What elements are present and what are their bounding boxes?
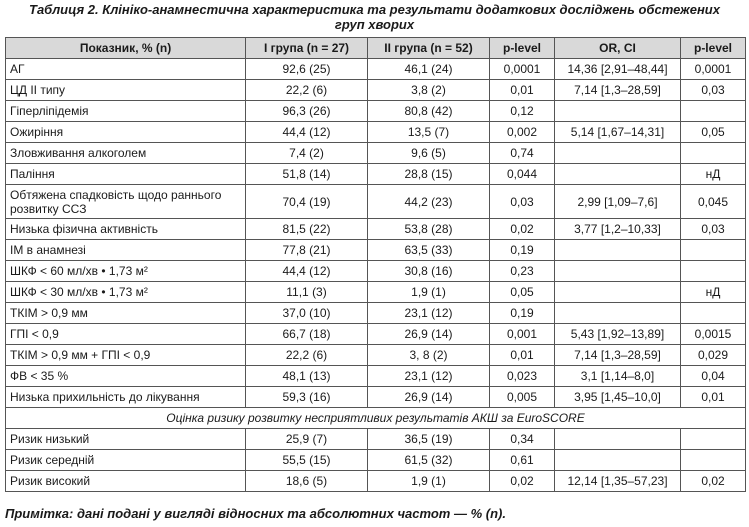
cell-group-1: 18,6 (5)	[246, 471, 368, 492]
row-label: ЦД ІІ типу	[6, 80, 246, 101]
cell-group-2: 3,8 (2)	[368, 80, 490, 101]
cell-group-1: 11,1 (3)	[246, 282, 368, 303]
cell-p-level: 0,044	[490, 164, 555, 185]
cell-group-2: 23,1 (12)	[368, 366, 490, 387]
cell-p-level: 0,02	[490, 471, 555, 492]
cell-p-level-2	[681, 143, 746, 164]
cell-group-2: 1,9 (1)	[368, 282, 490, 303]
cell-group-2: 44,2 (23)	[368, 185, 490, 219]
header-group-1: І група (n = 27)	[246, 38, 368, 59]
cell-p-level-2: 0,05	[681, 122, 746, 143]
cell-group-2: 23,1 (12)	[368, 303, 490, 324]
row-label: ІМ в анамнезі	[6, 240, 246, 261]
section-row	[6, 408, 746, 429]
cell-or-ci: 2,99 [1,09–7,6]	[555, 185, 681, 219]
cell-group-1: 22,2 (6)	[246, 80, 368, 101]
cell-or-ci: 7,14 [1,3–28,59]	[555, 80, 681, 101]
row-label: ГПІ < 0,9	[6, 324, 246, 345]
row-label: ШКФ < 60 мл/хв • 1,73 м²	[6, 261, 246, 282]
cell-group-1: 59,3 (16)	[246, 387, 368, 408]
row-label: ШКФ < 30 мл/хв • 1,73 м²	[6, 282, 246, 303]
cell-p-level-2: нД	[681, 164, 746, 185]
row-label: Ризик високий	[6, 471, 246, 492]
cell-p-level-2: нД	[681, 282, 746, 303]
cell-group-2: 30,8 (16)	[368, 261, 490, 282]
cell-p-level: 0,02	[490, 219, 555, 240]
table-row	[6, 450, 746, 471]
cell-group-2: 46,1 (24)	[368, 59, 490, 80]
cell-group-1: 22,2 (6)	[246, 345, 368, 366]
cell-p-level: 0,12	[490, 101, 555, 122]
table-row	[6, 324, 746, 345]
cell-or-ci	[555, 303, 681, 324]
cell-group-1: 66,7 (18)	[246, 324, 368, 345]
cell-group-1: 77,8 (21)	[246, 240, 368, 261]
cell-p-level-2: 0,045	[681, 185, 746, 219]
cell-group-1: 51,8 (14)	[246, 164, 368, 185]
cell-group-1: 81,5 (22)	[246, 219, 368, 240]
cell-group-1: 70,4 (19)	[246, 185, 368, 219]
row-label: ТКІМ > 0,9 мм	[6, 303, 246, 324]
table-row	[6, 429, 746, 450]
cell-group-1: 25,9 (7)	[246, 429, 368, 450]
cell-or-ci	[555, 101, 681, 122]
cell-group-2: 26,9 (14)	[368, 387, 490, 408]
row-label: Низька фізична активність	[6, 219, 246, 240]
cell-p-level: 0,005	[490, 387, 555, 408]
cell-group-2: 63,5 (33)	[368, 240, 490, 261]
cell-p-level: 0,05	[490, 282, 555, 303]
cell-group-2: 26,9 (14)	[368, 324, 490, 345]
cell-p-level: 0,61	[490, 450, 555, 471]
table-row	[6, 122, 746, 143]
cell-p-level-2: 0,029	[681, 345, 746, 366]
cell-p-level: 0,023	[490, 366, 555, 387]
header-p-level-2: p-level	[681, 38, 746, 59]
table-note: Примітка: дані подані у вигляді відносних та абсолютних частот — % (n).	[5, 506, 506, 521]
cell-p-level: 0,002	[490, 122, 555, 143]
cell-or-ci	[555, 429, 681, 450]
cell-p-level: 0,001	[490, 324, 555, 345]
header-group-2: ІІ група (n = 52)	[368, 38, 490, 59]
row-label: ФВ < 35 %	[6, 366, 246, 387]
row-label: Ризик низький	[6, 429, 246, 450]
cell-group-2: 53,8 (28)	[368, 219, 490, 240]
cell-p-level: 0,34	[490, 429, 555, 450]
table-row	[6, 387, 746, 408]
cell-p-level-2: 0,0015	[681, 324, 746, 345]
cell-p-level: 0,03	[490, 185, 555, 219]
table-row	[6, 59, 746, 80]
cell-or-ci: 12,14 [1,35–57,23]	[555, 471, 681, 492]
cell-group-2: 3, 8 (2)	[368, 345, 490, 366]
cell-p-level-2	[681, 240, 746, 261]
cell-group-1: 55,5 (15)	[246, 450, 368, 471]
cell-p-level: 0,0001	[490, 59, 555, 80]
cell-p-level: 0,19	[490, 303, 555, 324]
cell-p-level-2: 0,01	[681, 387, 746, 408]
cell-or-ci	[555, 450, 681, 471]
row-label: Низька прихильність до лікування	[6, 387, 246, 408]
cell-or-ci	[555, 164, 681, 185]
cell-group-1: 92,6 (25)	[246, 59, 368, 80]
cell-group-2: 9,6 (5)	[368, 143, 490, 164]
row-label: Паління	[6, 164, 246, 185]
cell-or-ci: 7,14 [1,3–28,59]	[555, 345, 681, 366]
row-label: Ризик середній	[6, 450, 246, 471]
cell-p-level-2: 0,02	[681, 471, 746, 492]
data-table	[5, 37, 746, 492]
cell-group-1: 7,4 (2)	[246, 143, 368, 164]
header-row	[6, 38, 746, 59]
table-row	[6, 366, 746, 387]
caption-line-1: Таблиця 2. Клініко-анамнестична характеристика та результати додаткових досліджень обстежених	[29, 2, 720, 17]
table-row	[6, 282, 746, 303]
header-p-level: p-level	[490, 38, 555, 59]
table-row	[6, 80, 746, 101]
row-label: Гіперліпідемія	[6, 101, 246, 122]
caption-line-2: груп хворих	[334, 17, 415, 32]
cell-p-level-2: 0,03	[681, 219, 746, 240]
cell-or-ci: 14,36 [2,91–48,44]	[555, 59, 681, 80]
cell-p-level: 0,01	[490, 80, 555, 101]
table-row	[6, 185, 746, 219]
table-row	[6, 261, 746, 282]
cell-or-ci: 5,43 [1,92–13,89]	[555, 324, 681, 345]
cell-p-level-2: 0,04	[681, 366, 746, 387]
section-title: Оцінка ризику розвитку несприятливих результатів АКШ за EuroSCORE	[6, 408, 746, 429]
cell-group-1: 37,0 (10)	[246, 303, 368, 324]
cell-group-1: 44,4 (12)	[246, 122, 368, 143]
header-or-ci: OR, CI	[555, 38, 681, 59]
table-row	[6, 345, 746, 366]
cell-p-level: 0,23	[490, 261, 555, 282]
table-row	[6, 303, 746, 324]
cell-or-ci: 3,1 [1,14–8,0]	[555, 366, 681, 387]
cell-or-ci	[555, 282, 681, 303]
cell-group-1: 96,3 (26)	[246, 101, 368, 122]
cell-p-level: 0,74	[490, 143, 555, 164]
cell-group-2: 61,5 (32)	[368, 450, 490, 471]
table-caption	[0, 2, 749, 32]
cell-group-1: 48,1 (13)	[246, 366, 368, 387]
table-row	[6, 101, 746, 122]
cell-or-ci	[555, 143, 681, 164]
cell-or-ci: 3,77 [1,2–10,33]	[555, 219, 681, 240]
table-row	[6, 471, 746, 492]
row-label: Ожиріння	[6, 122, 246, 143]
header-indicator: Показник, % (n)	[6, 38, 246, 59]
cell-p-level: 0,01	[490, 345, 555, 366]
cell-p-level-2: 0,0001	[681, 59, 746, 80]
cell-p-level-2	[681, 450, 746, 471]
cell-or-ci	[555, 261, 681, 282]
cell-p-level-2	[681, 303, 746, 324]
cell-p-level-2	[681, 261, 746, 282]
cell-or-ci: 5,14 [1,67–14,31]	[555, 122, 681, 143]
row-label: Обтяжена спадковість щодо раннього розвитку ССЗ	[6, 185, 246, 219]
cell-or-ci	[555, 240, 681, 261]
table-row	[6, 164, 746, 185]
cell-group-2: 13,5 (7)	[368, 122, 490, 143]
cell-group-1: 44,4 (12)	[246, 261, 368, 282]
table-row	[6, 240, 746, 261]
table-row	[6, 143, 746, 164]
cell-group-2: 80,8 (42)	[368, 101, 490, 122]
row-label: АГ	[6, 59, 246, 80]
table-row	[6, 219, 746, 240]
cell-group-2: 28,8 (15)	[368, 164, 490, 185]
cell-p-level: 0,19	[490, 240, 555, 261]
cell-or-ci: 3,95 [1,45–10,0]	[555, 387, 681, 408]
cell-p-level-2	[681, 429, 746, 450]
cell-group-2: 1,9 (1)	[368, 471, 490, 492]
cell-group-2: 36,5 (19)	[368, 429, 490, 450]
cell-p-level-2: 0,03	[681, 80, 746, 101]
cell-p-level-2	[681, 101, 746, 122]
row-label: ТКІМ > 0,9 мм + ГПІ < 0,9	[6, 345, 246, 366]
row-label: Зловживання алкоголем	[6, 143, 246, 164]
